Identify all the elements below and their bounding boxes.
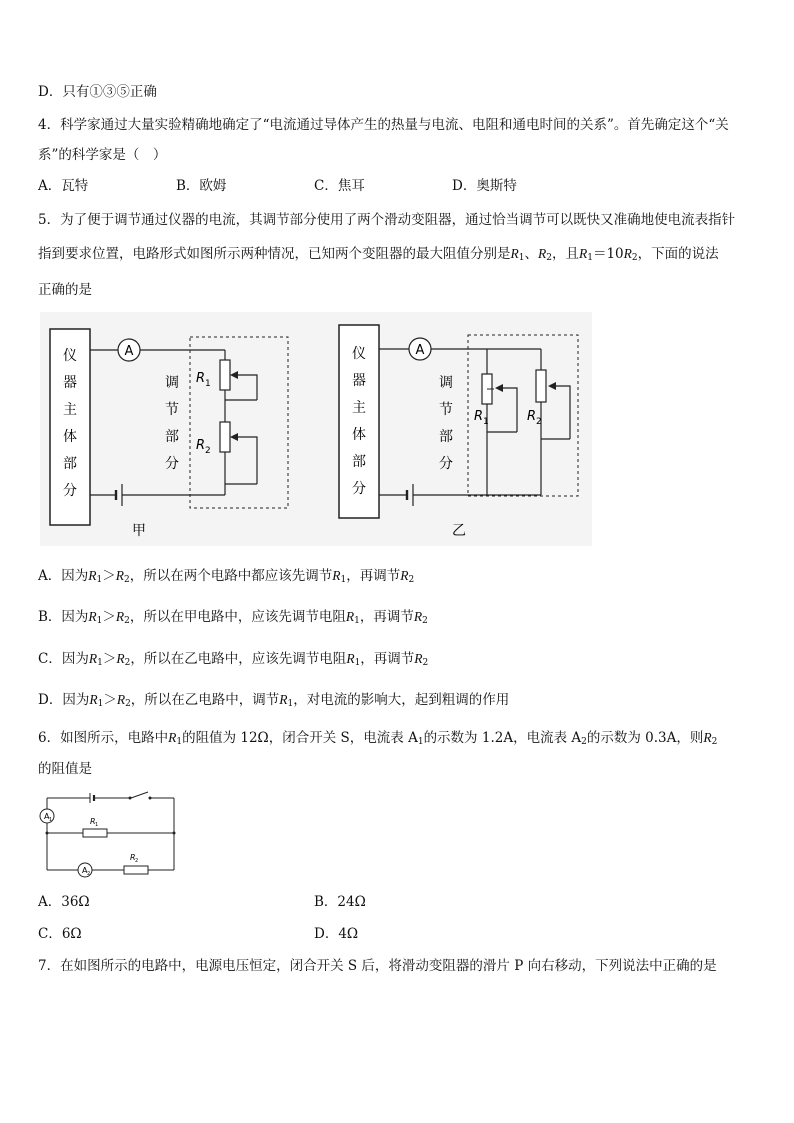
svg-text:1: 1 xyxy=(95,822,99,828)
svg-text:A: A xyxy=(82,866,88,875)
jia-r1-icon xyxy=(220,360,230,390)
jia-instrument-char: 仪 xyxy=(63,348,77,364)
q5-option-c: C．因为$R_1>R_2$，所以在乙电路中，应该先调节电阻$R_1$，再调节$R_2$ xyxy=(38,651,429,668)
yi-instrument-char: 器 xyxy=(352,373,366,389)
yi-adjust-char: 调 xyxy=(439,375,453,391)
q5-option-d: D．因为$R_1>R_2$，所以在乙电路中，调节$R_1$，对电流的影响大，起到粗调的作用 xyxy=(38,692,510,709)
q5-option-a: A．因为$R_1>R_2$，所以在两个电路中都应该先调节$R_1$，再调节$R_2$ xyxy=(38,568,415,585)
svg-text:2: 2 xyxy=(205,446,211,456)
q5-stem-line3: 正确的是 xyxy=(38,282,92,298)
q6-r2-icon xyxy=(124,866,148,874)
jia-ammeter-label: A xyxy=(124,344,134,359)
q6-option-b: B．24Ω xyxy=(314,894,366,910)
q7-stem: 7．在如图所示的电路中，电源电压恒定，闭合开关 S 后，将滑动变阻器的滑片 P 向右移动，下列说法中正确的是 xyxy=(38,958,717,974)
q3-option-d: D．只有①③⑤正确 xyxy=(38,84,157,100)
yi-instrument-char: 仪 xyxy=(352,346,366,362)
jia-instrument-char: 分 xyxy=(63,483,77,499)
yi-ammeter-label: A xyxy=(415,343,425,358)
jia-instrument-char: 器 xyxy=(63,375,77,391)
svg-text:1: 1 xyxy=(483,417,489,427)
q5-stem-line2: 指到要求位置，电路形式如图所示两种情况，已知两个变阻器的最大阻值分别是 xyxy=(38,246,511,262)
q4-option-b: B．欧姆 xyxy=(176,178,227,194)
jia-adjust-char: 节 xyxy=(165,402,179,418)
caption-yi: 乙 xyxy=(452,523,466,539)
yi-r2-label: R xyxy=(527,409,537,424)
q6-stem-line1: 6．如图所示，电路中$R_1$的阻值为 12Ω，闭合开关 S，电流表 $A_1$的示数为 1.2A，电流表 $A_2$的示数为 0.3A，则$R_2$ xyxy=(38,730,718,747)
q5-circuit-figure xyxy=(40,312,592,546)
q4-stem-line2: 系”的科学家是（ ） xyxy=(38,147,167,163)
yi-adjust-char: 部 xyxy=(439,429,453,445)
svg-text:A: A xyxy=(44,812,50,821)
yi-adjust-char: 节 xyxy=(439,402,453,418)
jia-instrument-char: 部 xyxy=(63,456,77,472)
jia-adjust-char: 部 xyxy=(165,429,179,445)
yi-instrument-char: 主 xyxy=(352,400,366,416)
jia-r2-label: R xyxy=(196,438,206,453)
svg-text:1: 1 xyxy=(49,817,53,823)
jia-adjust-char: 调 xyxy=(165,375,179,391)
q5-option-b: B．因为$R_1>R_2$，所以在甲电路中，应该先调节电阻$R_1$，再调节$R_2$ xyxy=(38,609,428,626)
jia-instrument-char: 主 xyxy=(63,402,77,418)
q6-option-d: D．4Ω xyxy=(314,926,359,942)
q6-option-c: C．6Ω xyxy=(38,926,82,942)
jia-r1-label: R xyxy=(196,371,206,386)
q4-stem-line1: 4．科学家通过大量实验精确地确定了“电流通过导体产生的热量与电流、电阻和通电时间的关系”。首先确定这个“关 xyxy=(38,117,729,133)
q6-switch-icon xyxy=(131,792,148,798)
yi-adjust-char: 分 xyxy=(439,456,453,472)
yi-r2-icon xyxy=(536,370,546,402)
q6-r1-icon xyxy=(83,829,107,837)
q4-option-d: D．奥斯特 xyxy=(452,178,517,194)
svg-text:R: R xyxy=(90,817,96,826)
yi-instrument-char: 分 xyxy=(352,481,366,497)
yi-r1-label: R xyxy=(474,409,484,424)
q6-option-a: A．36Ω xyxy=(38,894,90,910)
q5-stem-line2-wrap: 指到要求位置，电路形式如图所示两种情况，已知两个变阻器的最大阻值分别是$R_1$、$R_2$，且$R_1=10R_2$，下面的说法 xyxy=(38,246,719,263)
caption-jia: 甲 xyxy=(132,523,146,539)
svg-text:R: R xyxy=(130,853,136,862)
jia-r2-icon xyxy=(220,422,230,452)
q5-stem-line1: 5．为了便于调节通过仪器的电流，其调节部分使用了两个滑动变阻器，通过恰当调节可以既快又准确地使电流表指针 xyxy=(38,212,736,228)
svg-text:2: 2 xyxy=(135,858,139,864)
q6-circuit-figure xyxy=(38,790,180,880)
yi-instrument-char: 部 xyxy=(352,454,366,470)
svg-text:2: 2 xyxy=(536,417,542,427)
svg-text:1: 1 xyxy=(205,379,211,389)
svg-text:2: 2 xyxy=(87,871,91,877)
q4-option-a: A．瓦特 xyxy=(38,178,89,194)
yi-instrument-char: 体 xyxy=(352,427,366,443)
q4-option-c: C．焦耳 xyxy=(314,178,365,194)
jia-adjust-char: 分 xyxy=(165,456,179,472)
jia-instrument-char: 体 xyxy=(63,429,77,445)
q6-stem-line2: 的阻值是 xyxy=(38,761,92,777)
